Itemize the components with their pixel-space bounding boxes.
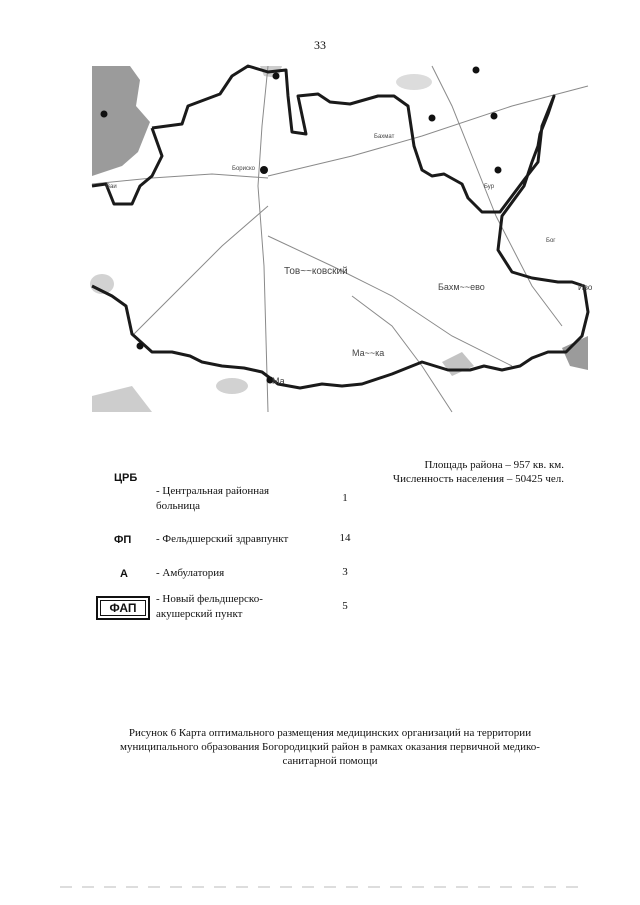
map-place-label: Бориско <box>232 166 255 172</box>
marker-pin <box>101 111 108 118</box>
population-text: Численность населения – 50425 чел. <box>392 473 564 485</box>
forest-patch-small-1 <box>216 378 248 394</box>
legend-count: 3 <box>342 566 348 578</box>
marker-pin <box>273 73 280 80</box>
fap-badge: ФАП <box>96 596 150 620</box>
road-northeast <box>432 66 496 216</box>
forest-areas <box>90 66 588 412</box>
marker-pin <box>473 67 480 74</box>
page-number: 33 <box>314 38 326 52</box>
district-stats <box>370 458 564 486</box>
road-west <box>92 174 268 184</box>
forest-patch-small-2 <box>396 74 432 90</box>
marker-pin <box>491 113 498 120</box>
map-place-label: Ма <box>272 376 285 386</box>
legend-count: 1 <box>342 492 348 504</box>
legend-label: - Центральная районная больница <box>156 485 270 512</box>
legend-count: 5 <box>342 600 348 612</box>
legend-label: - Новый фельдшерско-акушерский пункт <box>156 593 263 620</box>
map-place-label: Ма~~ка <box>352 348 385 358</box>
legend-symbol: А <box>120 568 128 580</box>
map-place-label: Бахмат <box>374 134 395 140</box>
district-boundary <box>92 66 588 388</box>
forest-patch-northwest <box>92 66 150 176</box>
marker-pin <box>137 343 144 350</box>
area-text: Площадь района – 957 кв. км. <box>424 459 564 471</box>
legend-symbol: ФП <box>114 534 132 546</box>
map-place-label: Бахм~~ево <box>438 282 485 292</box>
map-district-label: Тов~~ковский <box>284 266 348 277</box>
map-place-label: Бур <box>484 184 495 190</box>
map-place-label: Ваи <box>106 184 117 190</box>
legend-count: 14 <box>339 532 351 544</box>
forest-patch-south <box>442 352 474 376</box>
district-map <box>92 66 593 412</box>
roads <box>92 66 588 412</box>
legend-symbol: ЦРБ <box>114 472 138 484</box>
figure-caption: Рисунок 6 Карта оптимального размещения медицинских организаций на территории муниципального образования Богородицкий район в рамках оказания первичной медико-санитарной помощи <box>120 727 540 767</box>
marker-pin-hospital <box>260 166 268 174</box>
map-place-label: Бог <box>546 238 556 244</box>
road-southeast <box>268 236 512 366</box>
marker-pin <box>429 115 436 122</box>
scan-artifact-line <box>60 886 580 888</box>
marker-pin <box>495 167 502 174</box>
road-far-east <box>496 216 562 326</box>
road-main <box>258 66 268 412</box>
road-southwest <box>132 206 268 336</box>
forest-patch-southwest <box>92 386 152 412</box>
map-place-label: Иво <box>578 283 593 292</box>
legend-label: - Фельдшерский здравпункт <box>156 533 289 545</box>
legend-label: - Амбулатория <box>156 567 225 579</box>
